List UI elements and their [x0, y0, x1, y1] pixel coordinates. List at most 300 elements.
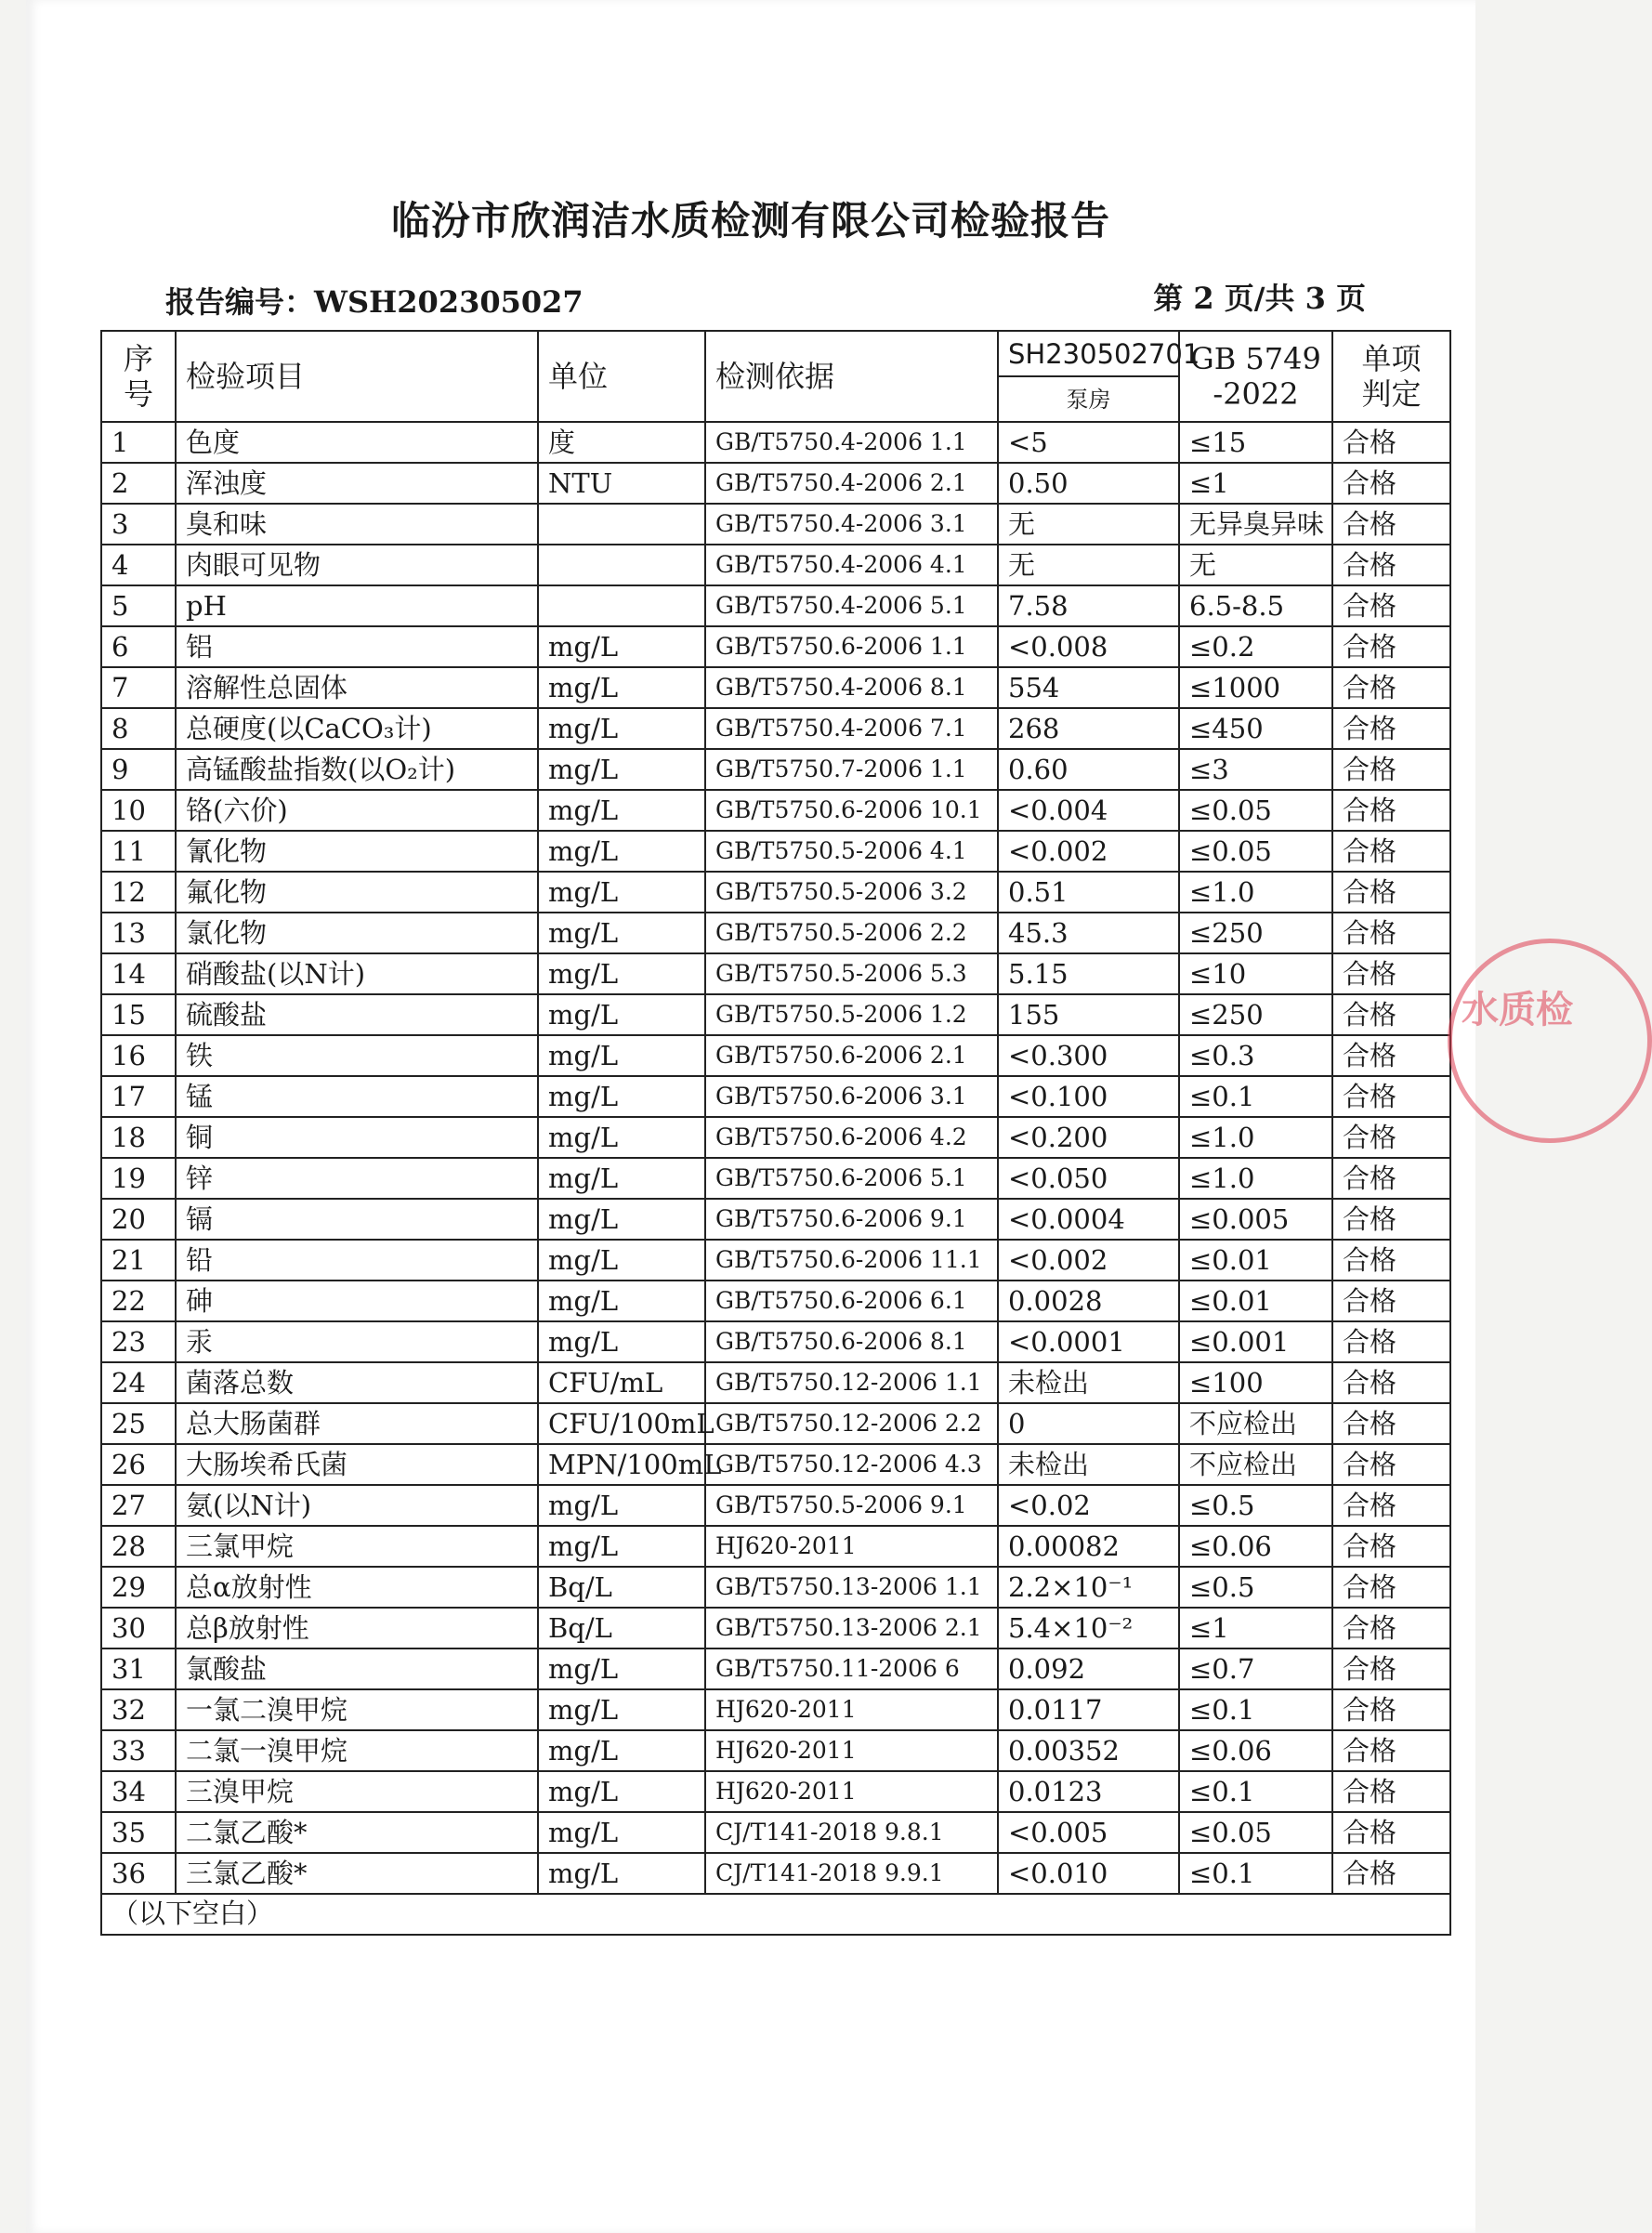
row-verdict: 合格: [1332, 1281, 1450, 1321]
row-item: 肉眼可见物: [176, 545, 538, 585]
row-verdict: 合格: [1332, 585, 1450, 626]
row-result: 0.0028: [998, 1281, 1179, 1321]
row-method: GB/T5750.5-2006 1.2: [705, 994, 998, 1035]
row-item: 总β放射性: [176, 1608, 538, 1648]
row-verdict: 合格: [1332, 422, 1450, 463]
row-method: GB/T5750.5-2006 2.2: [705, 913, 998, 953]
row-item: 总硬度(以CaCO₃计): [176, 708, 538, 749]
row-number: 32: [101, 1689, 176, 1730]
row-number: 24: [101, 1362, 176, 1403]
row-item: 铬(六价): [176, 790, 538, 831]
row-number: 8: [101, 708, 176, 749]
row-result: <0.004: [998, 790, 1179, 831]
row-item: 氰化物: [176, 831, 538, 872]
row-unit: [538, 504, 705, 545]
row-verdict: 合格: [1332, 708, 1450, 749]
row-unit: mg/L: [538, 1812, 705, 1853]
row-verdict: 合格: [1332, 667, 1450, 708]
row-result: 45.3: [998, 913, 1179, 953]
row-item: 二氯乙酸*: [176, 1812, 538, 1853]
row-method: HJ620-2011: [705, 1689, 998, 1730]
row-unit: mg/L: [538, 1485, 705, 1526]
row-result: 0.00082: [998, 1526, 1179, 1567]
row-limit: 无异臭异味: [1179, 504, 1332, 545]
row-limit: ≤450: [1179, 708, 1332, 749]
row-limit: ≤0.3: [1179, 1035, 1332, 1076]
row-method: GB/T5750.5-2006 9.1: [705, 1485, 998, 1526]
row-item: 氟化物: [176, 872, 538, 913]
row-method: GB/T5750.6-2006 6.1: [705, 1281, 998, 1321]
table-row: [101, 1689, 1450, 1730]
row-number: 22: [101, 1281, 176, 1321]
table-body: [101, 422, 1450, 1894]
row-unit: 度: [538, 422, 705, 463]
row-result: 0.092: [998, 1648, 1179, 1689]
row-unit: mg/L: [538, 1730, 705, 1771]
row-limit: ≤0.05: [1179, 831, 1332, 872]
row-method: GB/T5750.4-2006 2.1: [705, 463, 998, 504]
row-number: 29: [101, 1567, 176, 1608]
row-unit: mg/L: [538, 994, 705, 1035]
table-row: [101, 831, 1450, 872]
row-unit: mg/L: [538, 1158, 705, 1199]
row-unit: mg/L: [538, 790, 705, 831]
blank-remark: （以下空白）: [101, 1894, 1450, 1935]
row-item: 锰: [176, 1076, 538, 1117]
row-method: GB/T5750.5-2006 4.1: [705, 831, 998, 872]
row-method: HJ620-2011: [705, 1526, 998, 1567]
row-unit: mg/L: [538, 1648, 705, 1689]
row-result: 5.15: [998, 953, 1179, 994]
row-unit: mg/L: [538, 1076, 705, 1117]
row-limit: ≤0.05: [1179, 790, 1332, 831]
row-limit: ≤0.1: [1179, 1771, 1332, 1812]
row-number: 33: [101, 1730, 176, 1771]
row-limit: ≤0.1: [1179, 1853, 1332, 1894]
row-unit: mg/L: [538, 708, 705, 749]
row-result: 0: [998, 1403, 1179, 1444]
report-number: 报告编号：WSH202305027: [165, 284, 583, 320]
table-row: [101, 1444, 1450, 1485]
row-method: GB/T5750.6-2006 8.1: [705, 1321, 998, 1362]
table-row: [101, 1403, 1450, 1444]
table-row: [101, 585, 1450, 626]
row-limit: ≤1.0: [1179, 872, 1332, 913]
row-unit: mg/L: [538, 1771, 705, 1812]
table-row: [101, 1730, 1450, 1771]
row-limit: ≤0.01: [1179, 1281, 1332, 1321]
row-verdict: 合格: [1332, 1076, 1450, 1117]
row-result: <0.100: [998, 1076, 1179, 1117]
header-method: 检测依据: [705, 331, 998, 422]
row-unit: Bq/L: [538, 1567, 705, 1608]
row-verdict: 合格: [1332, 1240, 1450, 1281]
table-row: [101, 1199, 1450, 1240]
table-row: [101, 1485, 1450, 1526]
row-verdict: 合格: [1332, 1608, 1450, 1648]
row-verdict: 合格: [1332, 1730, 1450, 1771]
row-unit: CFU/mL: [538, 1362, 705, 1403]
row-result: 0.50: [998, 463, 1179, 504]
row-limit: ≤250: [1179, 994, 1332, 1035]
row-unit: mg/L: [538, 1689, 705, 1730]
row-verdict: 合格: [1332, 1403, 1450, 1444]
row-item: 铁: [176, 1035, 538, 1076]
row-number: 15: [101, 994, 176, 1035]
row-verdict: 合格: [1332, 1648, 1450, 1689]
table-row: [101, 1035, 1450, 1076]
row-limit: ≤0.06: [1179, 1730, 1332, 1771]
row-unit: mg/L: [538, 1240, 705, 1281]
row-verdict: 合格: [1332, 545, 1450, 585]
header-verdict: 单项 判定: [1332, 331, 1450, 422]
row-limit: ≤1.0: [1179, 1117, 1332, 1158]
row-result: <0.300: [998, 1035, 1179, 1076]
row-result: 0.60: [998, 749, 1179, 790]
row-method: GB/T5750.4-2006 7.1: [705, 708, 998, 749]
row-unit: MPN/100mL: [538, 1444, 705, 1485]
row-result: <0.005: [998, 1812, 1179, 1853]
row-item: 浑浊度: [176, 463, 538, 504]
row-result: 5.4×10⁻²: [998, 1608, 1179, 1648]
table-header: [101, 331, 1450, 422]
row-number: 26: [101, 1444, 176, 1485]
row-verdict: 合格: [1332, 626, 1450, 667]
results-table: [100, 330, 1451, 1936]
row-item: 三氯乙酸*: [176, 1853, 538, 1894]
row-method: CJ/T141-2018 9.9.1: [705, 1853, 998, 1894]
table-row: [101, 1117, 1450, 1158]
row-number: 19: [101, 1158, 176, 1199]
table-row: [101, 545, 1450, 585]
row-result: <0.002: [998, 1240, 1179, 1281]
row-item: 二氯一溴甲烷: [176, 1730, 538, 1771]
row-number: 17: [101, 1076, 176, 1117]
row-result: 0.0117: [998, 1689, 1179, 1730]
table-row: [101, 1812, 1450, 1853]
table-row: [101, 1281, 1450, 1321]
row-verdict: 合格: [1332, 1812, 1450, 1853]
row-number: 28: [101, 1526, 176, 1567]
row-number: 25: [101, 1403, 176, 1444]
row-item: 氯酸盐: [176, 1648, 538, 1689]
row-number: 23: [101, 1321, 176, 1362]
header-sample-id: SH230502701: [998, 331, 1179, 376]
row-limit: ≤0.05: [1179, 1812, 1332, 1853]
row-item: 高锰酸盐指数(以O₂计): [176, 749, 538, 790]
table-row: [101, 504, 1450, 545]
row-method: GB/T5750.6-2006 2.1: [705, 1035, 998, 1076]
table-row: [101, 1853, 1450, 1894]
row-result: <0.0001: [998, 1321, 1179, 1362]
row-item: 大肠埃希氏菌: [176, 1444, 538, 1485]
row-verdict: 合格: [1332, 1117, 1450, 1158]
table-row: [101, 626, 1450, 667]
row-number: 9: [101, 749, 176, 790]
row-item: 硫酸盐: [176, 994, 538, 1035]
row-result: <0.002: [998, 831, 1179, 872]
row-result: 0.0123: [998, 1771, 1179, 1812]
row-item: 三氯甲烷: [176, 1526, 538, 1567]
row-result: 155: [998, 994, 1179, 1035]
row-number: 5: [101, 585, 176, 626]
row-method: GB/T5750.11-2006 6: [705, 1648, 998, 1689]
header-no: 序 号: [101, 331, 176, 422]
row-verdict: 合格: [1332, 749, 1450, 790]
row-number: 10: [101, 790, 176, 831]
row-method: GB/T5750.6-2006 5.1: [705, 1158, 998, 1199]
row-limit: ≤0.5: [1179, 1567, 1332, 1608]
row-limit: ≤0.06: [1179, 1526, 1332, 1567]
row-limit: ≤3: [1179, 749, 1332, 790]
row-result: <0.008: [998, 626, 1179, 667]
row-method: GB/T5750.6-2006 11.1: [705, 1240, 998, 1281]
table-row: [101, 1321, 1450, 1362]
table-row: [101, 953, 1450, 994]
row-number: 20: [101, 1199, 176, 1240]
table-row: [101, 1771, 1450, 1812]
row-unit: mg/L: [538, 1117, 705, 1158]
row-result: 无: [998, 545, 1179, 585]
row-verdict: 合格: [1332, 1158, 1450, 1199]
row-verdict: 合格: [1332, 1321, 1450, 1362]
row-limit: ≤0.2: [1179, 626, 1332, 667]
row-unit: mg/L: [538, 953, 705, 994]
row-item: 硝酸盐(以N计): [176, 953, 538, 994]
row-unit: mg/L: [538, 1035, 705, 1076]
row-limit: ≤0.1: [1179, 1076, 1332, 1117]
row-verdict: 合格: [1332, 953, 1450, 994]
row-unit: mg/L: [538, 667, 705, 708]
row-method: GB/T5750.6-2006 4.2: [705, 1117, 998, 1158]
row-method: GB/T5750.12-2006 1.1: [705, 1362, 998, 1403]
header-sample-name: 泵房: [998, 376, 1179, 422]
row-limit: ≤0.1: [1179, 1689, 1332, 1730]
row-unit: mg/L: [538, 626, 705, 667]
row-number: 31: [101, 1648, 176, 1689]
row-unit: [538, 585, 705, 626]
row-number: 11: [101, 831, 176, 872]
row-method: GB/T5750.13-2006 1.1: [705, 1567, 998, 1608]
row-number: 13: [101, 913, 176, 953]
row-unit: mg/L: [538, 913, 705, 953]
row-limit: 不应检出: [1179, 1403, 1332, 1444]
row-number: 34: [101, 1771, 176, 1812]
row-method: GB/T5750.13-2006 2.1: [705, 1608, 998, 1648]
table-row: [101, 994, 1450, 1035]
row-verdict: 合格: [1332, 831, 1450, 872]
row-item: 三溴甲烷: [176, 1771, 538, 1812]
row-method: CJ/T141-2018 9.8.1: [705, 1812, 998, 1853]
header-unit: 单位: [538, 331, 705, 422]
row-method: GB/T5750.7-2006 1.1: [705, 749, 998, 790]
row-item: 色度: [176, 422, 538, 463]
page-number: 第 2 页/共 3 页: [1153, 281, 1366, 316]
row-result: 2.2×10⁻¹: [998, 1567, 1179, 1608]
row-item: 砷: [176, 1281, 538, 1321]
row-result: <5: [998, 422, 1179, 463]
table-row: [101, 463, 1450, 504]
row-verdict: 合格: [1332, 1035, 1450, 1076]
row-method: GB/T5750.5-2006 3.2: [705, 872, 998, 913]
row-unit: mg/L: [538, 831, 705, 872]
row-result: <0.200: [998, 1117, 1179, 1158]
row-unit: mg/L: [538, 1199, 705, 1240]
row-unit: NTU: [538, 463, 705, 504]
header-item: 检验项目: [176, 331, 538, 422]
row-limit: 无: [1179, 545, 1332, 585]
row-limit: ≤1000: [1179, 667, 1332, 708]
row-verdict: 合格: [1332, 1567, 1450, 1608]
row-method: GB/T5750.4-2006 4.1: [705, 545, 998, 585]
row-number: 18: [101, 1117, 176, 1158]
row-result: 7.58: [998, 585, 1179, 626]
row-unit: Bq/L: [538, 1608, 705, 1648]
row-verdict: 合格: [1332, 1199, 1450, 1240]
row-unit: mg/L: [538, 1281, 705, 1321]
row-method: GB/T5750.4-2006 5.1: [705, 585, 998, 626]
row-item: 臭和味: [176, 504, 538, 545]
table-row: [101, 1158, 1450, 1199]
table-row: [101, 872, 1450, 913]
table-row: [101, 1526, 1450, 1567]
table-row: [101, 1240, 1450, 1281]
row-item: 一氯二溴甲烷: [176, 1689, 538, 1730]
row-method: HJ620-2011: [705, 1771, 998, 1812]
row-method: GB/T5750.12-2006 2.2: [705, 1403, 998, 1444]
row-method: GB/T5750.6-2006 10.1: [705, 790, 998, 831]
row-result: <0.010: [998, 1853, 1179, 1894]
row-number: 30: [101, 1608, 176, 1648]
row-number: 3: [101, 504, 176, 545]
row-result: 268: [998, 708, 1179, 749]
row-number: 2: [101, 463, 176, 504]
row-result: 未检出: [998, 1362, 1179, 1403]
row-result: 未检出: [998, 1444, 1179, 1485]
table-row: [101, 1362, 1450, 1403]
row-limit: ≤100: [1179, 1362, 1332, 1403]
row-limit: ≤1: [1179, 1608, 1332, 1648]
row-method: GB/T5750.6-2006 1.1: [705, 626, 998, 667]
row-number: 27: [101, 1485, 176, 1526]
row-number: 35: [101, 1812, 176, 1853]
row-verdict: 合格: [1332, 1362, 1450, 1403]
row-unit: mg/L: [538, 749, 705, 790]
report-title: 临汾市欣润洁水质检测有限公司检验报告: [390, 198, 1110, 243]
row-number: 4: [101, 545, 176, 585]
row-item: 镉: [176, 1199, 538, 1240]
row-item: 铜: [176, 1117, 538, 1158]
row-result: 0.51: [998, 872, 1179, 913]
row-item: 总α放射性: [176, 1567, 538, 1608]
row-limit: ≤0.005: [1179, 1199, 1332, 1240]
row-item: 总大肠菌群: [176, 1403, 538, 1444]
table-row: [101, 790, 1450, 831]
row-limit: ≤0.01: [1179, 1240, 1332, 1281]
row-result: 554: [998, 667, 1179, 708]
row-number: 21: [101, 1240, 176, 1281]
row-unit: mg/L: [538, 1526, 705, 1567]
row-result: 0.00352: [998, 1730, 1179, 1771]
row-verdict: 合格: [1332, 1689, 1450, 1730]
row-limit: ≤1.0: [1179, 1158, 1332, 1199]
row-item: 汞: [176, 1321, 538, 1362]
report-sheet: [26, 0, 1573, 2233]
table-row: [101, 1648, 1450, 1689]
row-method: GB/T5750.5-2006 5.3: [705, 953, 998, 994]
row-method: GB/T5750.4-2006 3.1: [705, 504, 998, 545]
row-number: 36: [101, 1853, 176, 1894]
row-verdict: 合格: [1332, 790, 1450, 831]
row-unit: [538, 545, 705, 585]
row-number: 16: [101, 1035, 176, 1076]
row-verdict: 合格: [1332, 1444, 1450, 1485]
row-method: GB/T5750.6-2006 9.1: [705, 1199, 998, 1240]
row-method: GB/T5750.4-2006 8.1: [705, 667, 998, 708]
row-unit: mg/L: [538, 1853, 705, 1894]
row-limit: ≤10: [1179, 953, 1332, 994]
table-row: [101, 667, 1450, 708]
row-verdict: 合格: [1332, 994, 1450, 1035]
row-verdict: 合格: [1332, 1526, 1450, 1567]
row-item: 铅: [176, 1240, 538, 1281]
row-verdict: 合格: [1332, 1771, 1450, 1812]
row-verdict: 合格: [1332, 872, 1450, 913]
row-verdict: 合格: [1332, 1485, 1450, 1526]
table-row: [101, 422, 1450, 463]
header-standard: GB 5749 -2022: [1179, 331, 1332, 422]
row-item: 锌: [176, 1158, 538, 1199]
row-method: GB/T5750.4-2006 1.1: [705, 422, 998, 463]
row-limit: ≤1: [1179, 463, 1332, 504]
row-limit: 不应检出: [1179, 1444, 1332, 1485]
row-number: 1: [101, 422, 176, 463]
row-result: <0.050: [998, 1158, 1179, 1199]
table-row: [101, 708, 1450, 749]
row-unit: mg/L: [538, 1321, 705, 1362]
table-row: [101, 1608, 1450, 1648]
row-verdict: 合格: [1332, 1853, 1450, 1894]
table-row: [101, 913, 1450, 953]
row-method: HJ620-2011: [705, 1730, 998, 1771]
row-limit: ≤0.5: [1179, 1485, 1332, 1526]
row-verdict: 合格: [1332, 504, 1450, 545]
row-unit: CFU/100mL: [538, 1403, 705, 1444]
row-limit: 6.5-8.5: [1179, 585, 1332, 626]
row-item: 氯化物: [176, 913, 538, 953]
row-result: <0.02: [998, 1485, 1179, 1526]
table-row: [101, 1567, 1450, 1608]
row-number: 14: [101, 953, 176, 994]
row-number: 7: [101, 667, 176, 708]
company-seal: 水质检: [1448, 939, 1652, 1143]
row-item: 菌落总数: [176, 1362, 538, 1403]
row-limit: ≤250: [1179, 913, 1332, 953]
row-method: GB/T5750.6-2006 3.1: [705, 1076, 998, 1117]
table-row: [101, 1076, 1450, 1117]
row-verdict: 合格: [1332, 463, 1450, 504]
row-item: 氨(以N计): [176, 1485, 538, 1526]
row-limit: ≤0.001: [1179, 1321, 1332, 1362]
row-limit: ≤15: [1179, 422, 1332, 463]
row-method: GB/T5750.12-2006 4.3: [705, 1444, 998, 1485]
row-limit: ≤0.7: [1179, 1648, 1332, 1689]
row-item: pH: [176, 585, 538, 626]
table-row: [101, 749, 1450, 790]
row-item: 铝: [176, 626, 538, 667]
row-number: 6: [101, 626, 176, 667]
row-verdict: 合格: [1332, 913, 1450, 953]
